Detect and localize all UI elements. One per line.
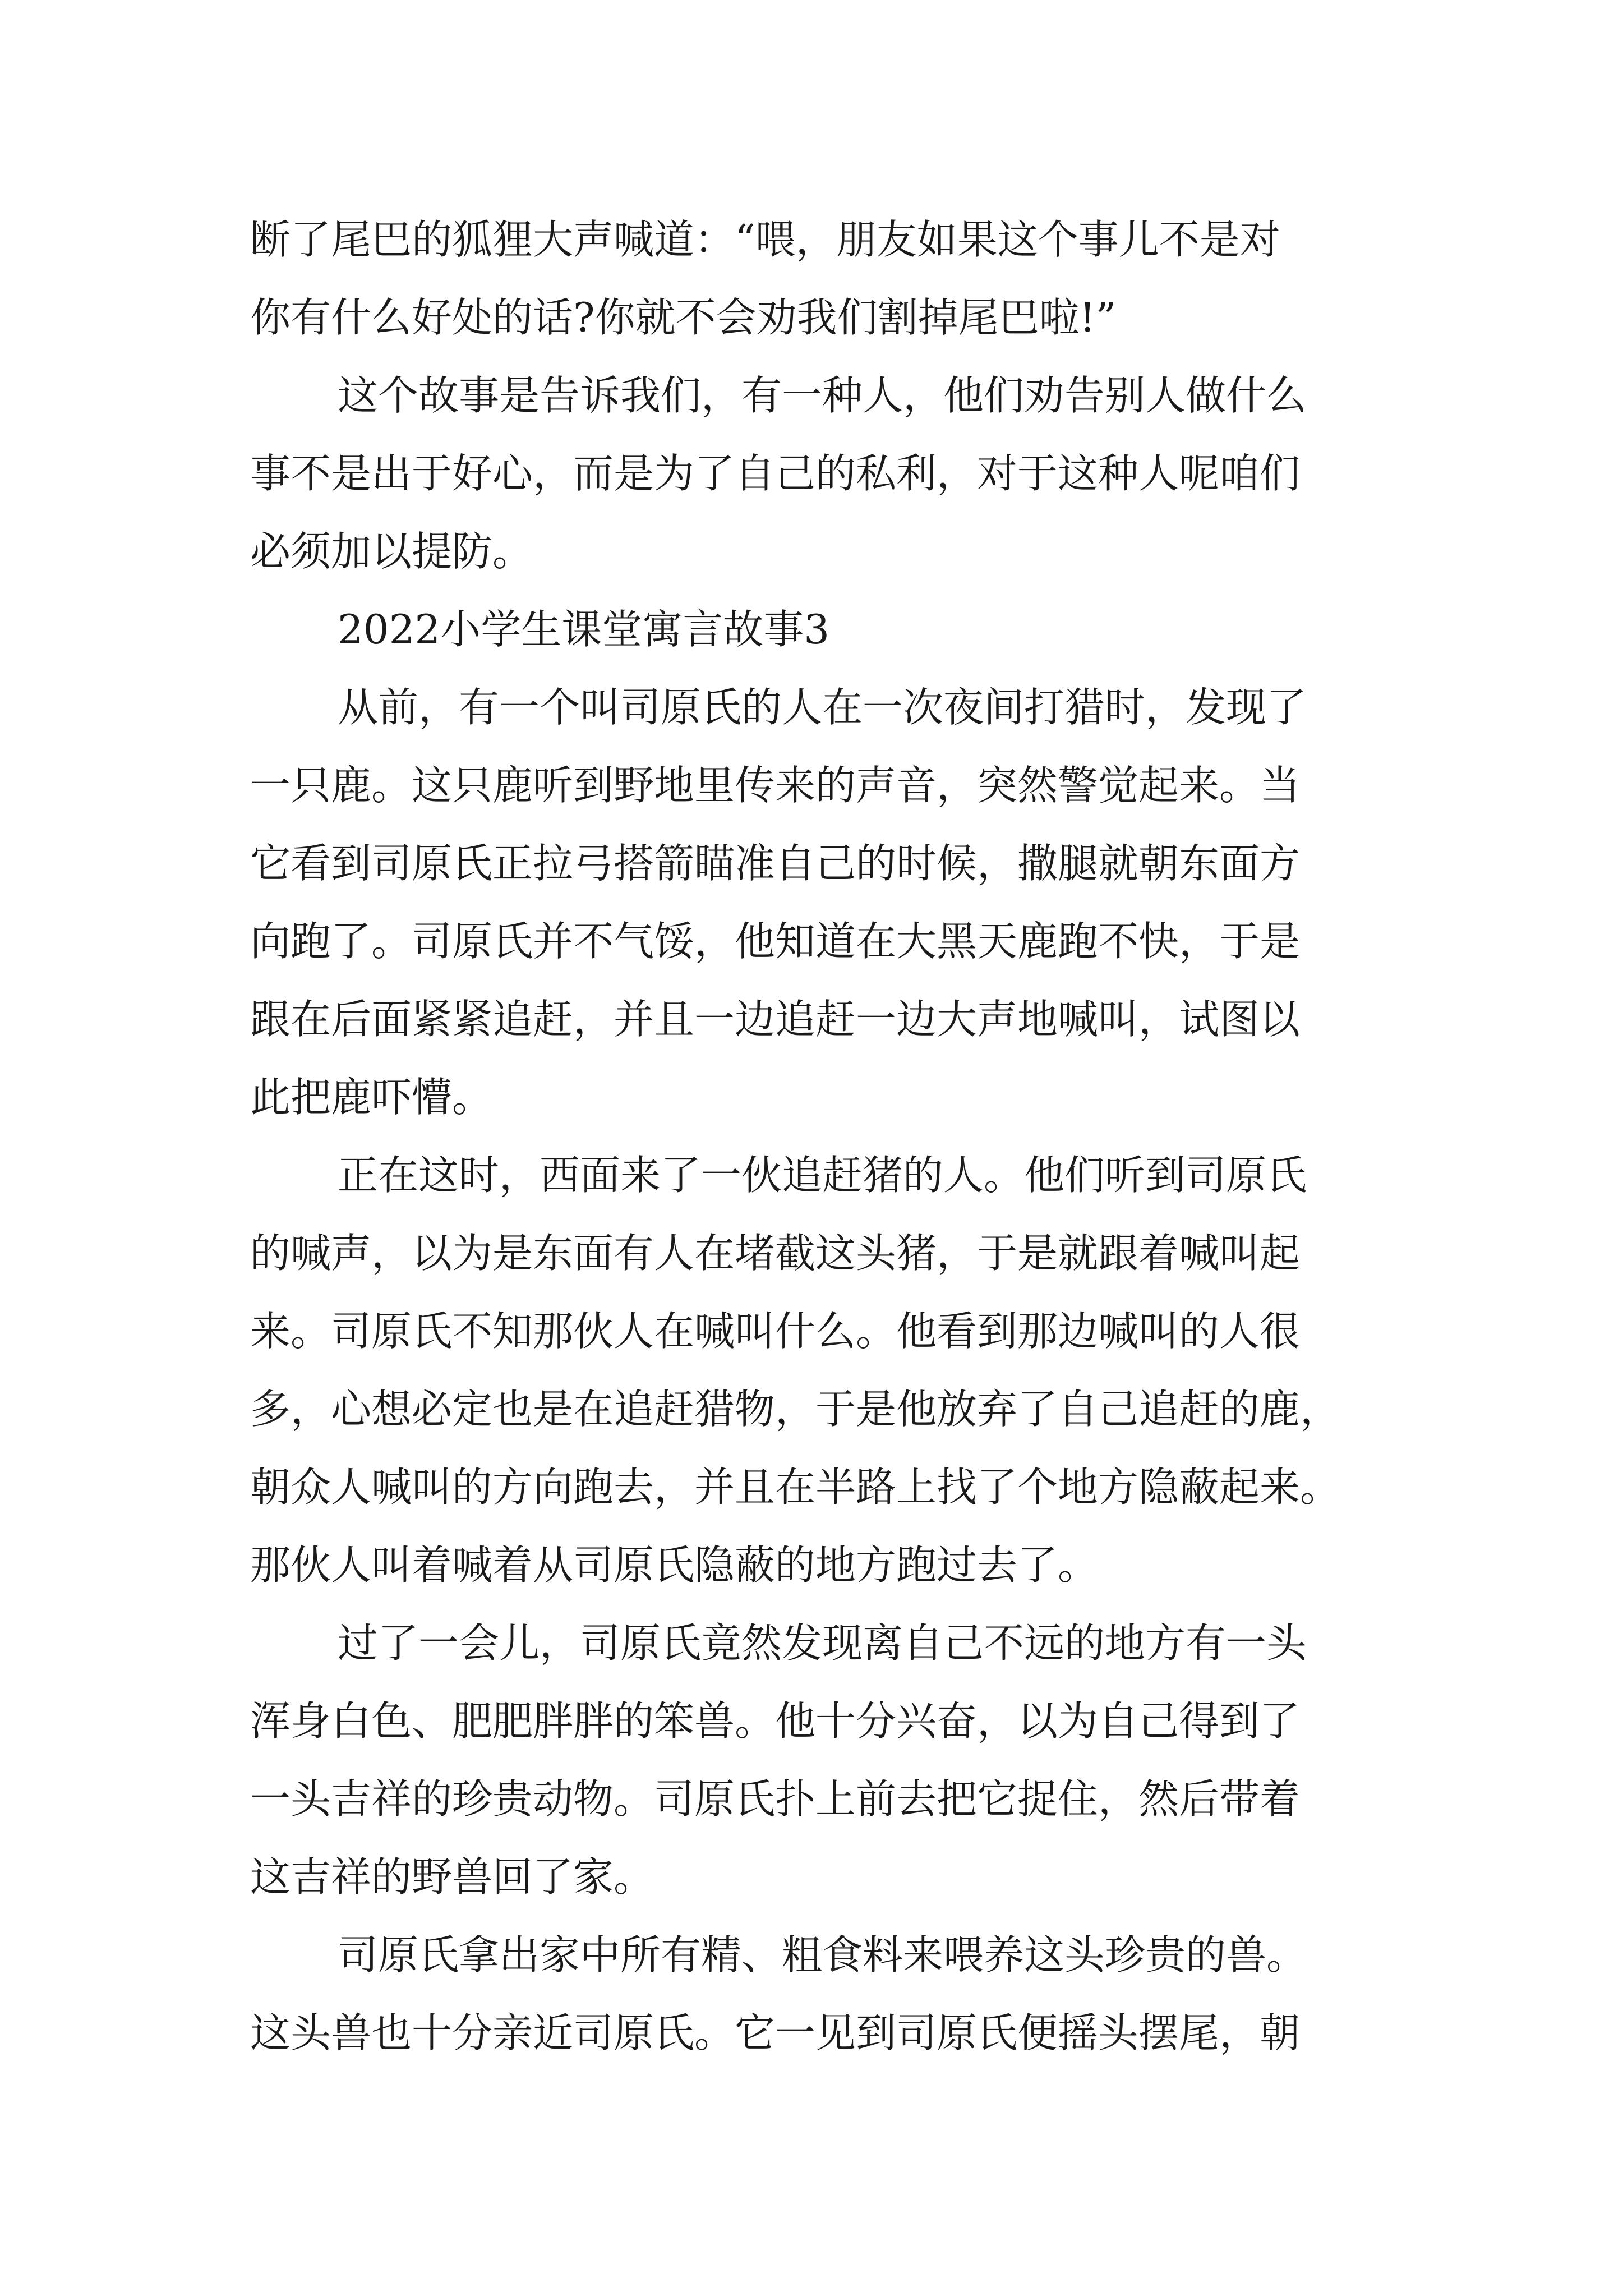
text-line: 这吉祥的野兽回了家。: [250, 1853, 654, 1901]
text-line: 必须加以提防。: [250, 528, 533, 575]
text-line: 一头吉祥的珍贵动物。司原氏扑上前去把它捉住，然后带着: [250, 1775, 1301, 1823]
text-line: 的喊声，以为是东面有人在堵截这头猪，于是就跟着喊叫起: [250, 1230, 1301, 1277]
text-line: 浑身白色、肥肥胖胖的笨兽。他十分兴奋，以为自己得到了: [250, 1697, 1301, 1745]
text-line: 一只鹿。这只鹿听到野地里传来的声音，突然警觉起来。当: [250, 762, 1301, 809]
text-line: 多，心想必定也是在追赶猎物，于是他放弃了自己追赶的鹿，: [250, 1386, 1341, 1433]
text-line: 来。司原氏不知那伙人在喊叫什么。他看到那边喊叫的人很: [250, 1308, 1301, 1355]
text-line: 你有什么好处的话?你就不会劝我们割掉尾巴啦!”: [250, 294, 1117, 341]
text-line: 跟在后面紧紧追赶，并且一边追赶一边大声地喊叫，试图以: [250, 996, 1301, 1043]
section-heading: 2022小学生课堂寓言故事3: [338, 606, 830, 653]
text-line: 向跑了。司原氏并不气馁，他知道在大黑天鹿跑不快，于是: [250, 918, 1301, 965]
text-line: 这头兽也十分亲近司原氏。它一见到司原氏便摇头摆尾，朝: [250, 2009, 1301, 2056]
text-line: 司原氏拿出家中所有精、粗食料来喂养这头珍贵的兽。: [338, 1931, 1307, 1978]
text-line: 朝众人喊叫的方向跑去，并且在半路上找了个地方隐蔽起来。: [250, 1464, 1341, 1511]
text-line: 这个故事是告诉我们，有一种人，他们劝告别人做什么: [338, 372, 1307, 419]
text-line: 过了一会儿，司原氏竟然发现离自己不远的地方有一头: [338, 1619, 1307, 1667]
text-line: 事不是出于好心，而是为了自己的私利，对于这种人呢咱们: [250, 450, 1301, 497]
text-line: 正在这时，西面来了一伙追赶猪的人。他们听到司原氏: [338, 1152, 1307, 1199]
text-line: 从前，有一个叫司原氏的人在一次夜间打猎时，发现了: [338, 684, 1307, 731]
text-line: 那伙人叫着喊着从司原氏隐蔽的地方跑过去了。: [250, 1542, 1099, 1589]
text-line: 它看到司原氏正拉弓搭箭瞄准自己的时候，撒腿就朝东面方: [250, 840, 1301, 887]
text-line: 断了尾巴的狐狸大声喊道：“喂，朋友如果这个事儿不是对: [250, 216, 1280, 263]
text-line: 此把鹿吓懵。: [250, 1074, 493, 1121]
